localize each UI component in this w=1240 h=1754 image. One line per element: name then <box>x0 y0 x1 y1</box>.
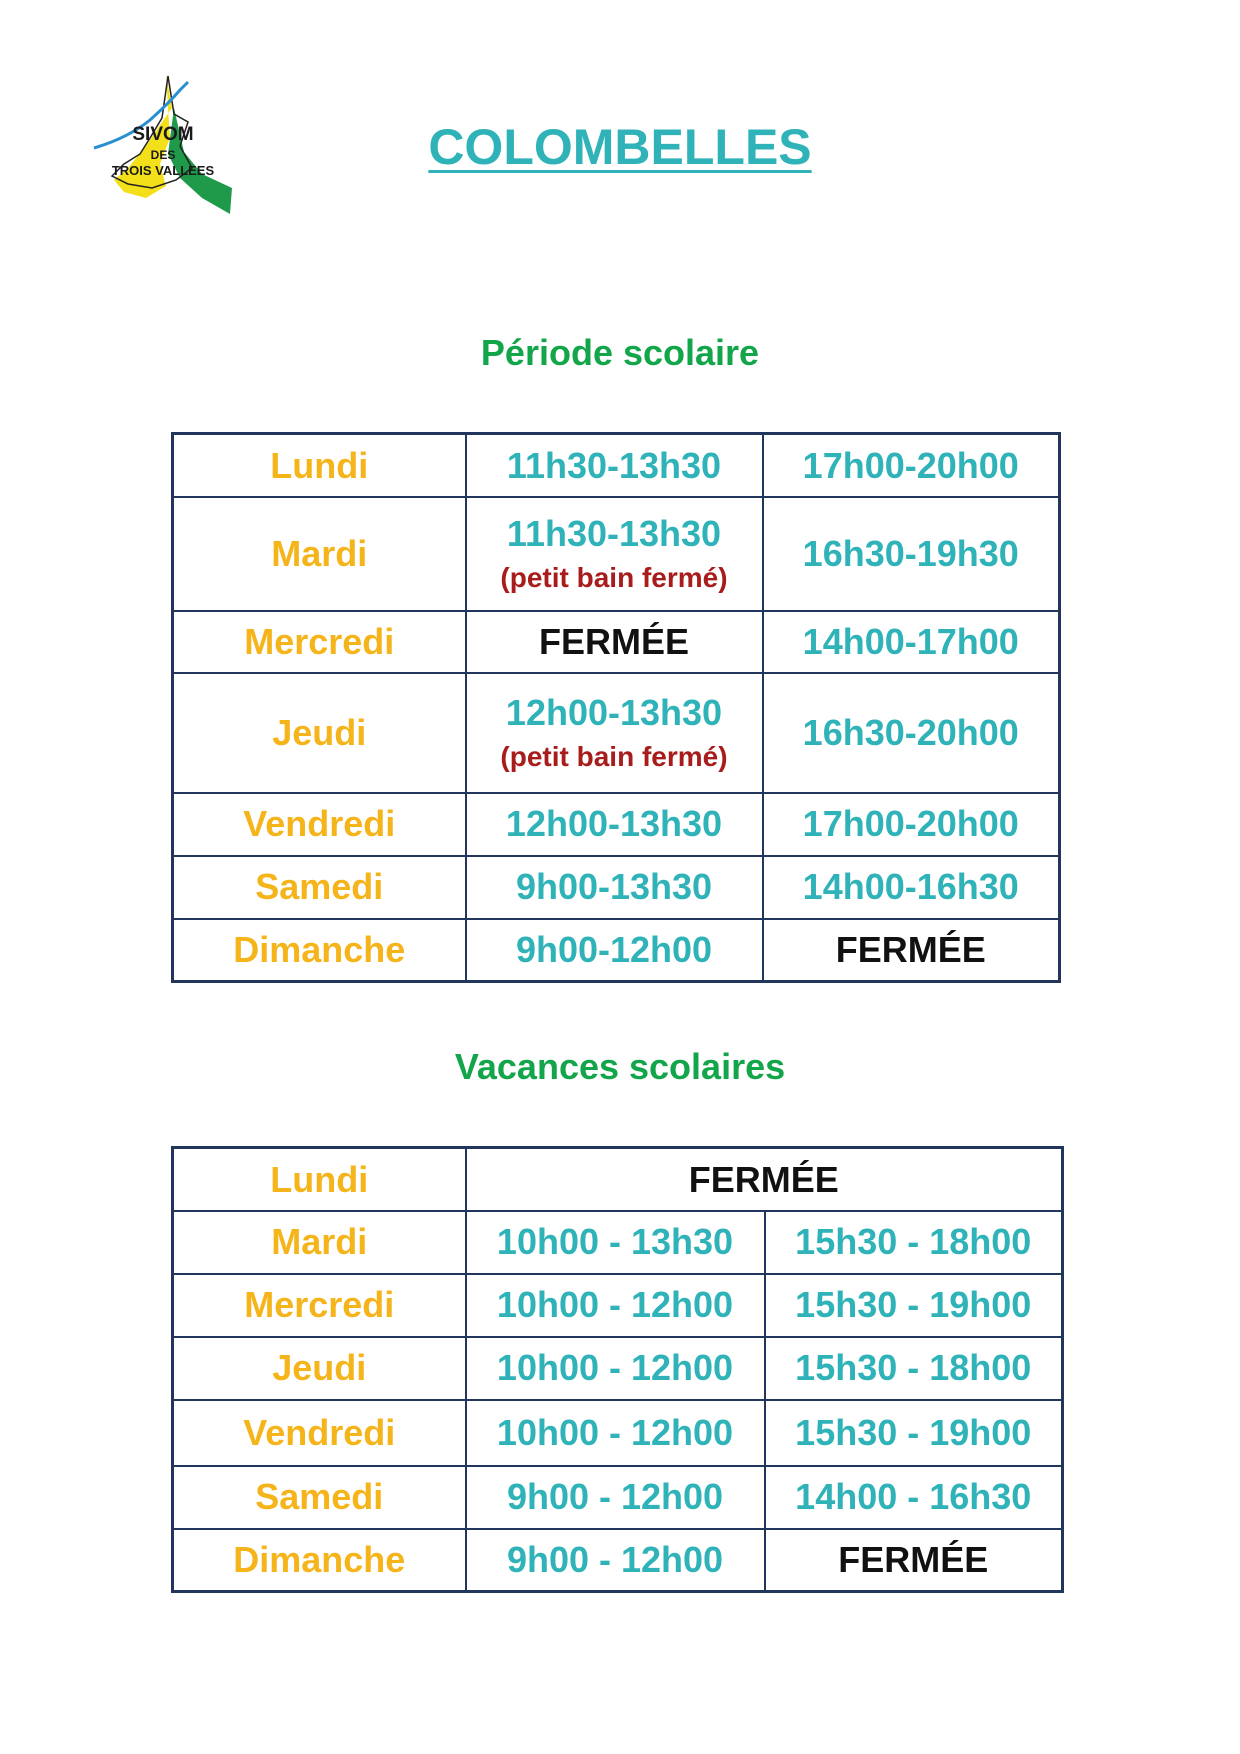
morning-cell: 10h00 - 12h00 <box>466 1274 765 1337</box>
day-cell: Vendredi <box>173 1400 466 1466</box>
holidays-heading: Vacances scolaires <box>454 1046 786 1087</box>
table-row <box>173 919 1060 982</box>
afternoon-cell: 14h00-17h00 <box>763 611 1060 673</box>
school-period-heading: Période scolaire <box>480 332 760 373</box>
day-cell: Mardi <box>173 497 466 611</box>
afternoon-cell: FERMÉE <box>765 1529 1063 1592</box>
table-row <box>173 1400 1063 1466</box>
afternoon-cell: 14h00 - 16h30 <box>765 1466 1063 1529</box>
table-row <box>173 1529 1063 1592</box>
morning-time: 12h00-13h30 <box>505 691 723 733</box>
day-cell: Samedi <box>173 856 466 919</box>
table-row <box>173 1337 1063 1400</box>
morning-cell: 9h00-13h30 <box>466 856 763 919</box>
closed-cell: FERMÉE <box>466 1148 1063 1211</box>
day-cell: Mercredi <box>173 1274 466 1337</box>
table-row <box>173 611 1060 673</box>
morning-cell: 9h00 - 12h00 <box>466 1529 765 1592</box>
morning-cell: 10h00 - 12h00 <box>466 1337 765 1400</box>
table-row <box>173 1274 1063 1337</box>
afternoon-cell: 17h00-20h00 <box>763 434 1060 497</box>
logo-line3: TROIS VALLEES <box>111 163 215 178</box>
table-row <box>173 497 1060 611</box>
morning-cell: 10h00 - 12h00 <box>466 1400 765 1466</box>
morning-cell: 9h00 - 12h00 <box>466 1466 765 1529</box>
day-cell: Vendredi <box>173 793 466 856</box>
pool-note: (petit bain fermé) <box>500 741 728 773</box>
pool-note: (petit bain fermé) <box>500 562 728 594</box>
table-row <box>173 673 1060 793</box>
table-row <box>173 1211 1063 1274</box>
afternoon-cell: 14h00-16h30 <box>763 856 1060 919</box>
morning-cell: 11h30-13h30 <box>466 434 763 497</box>
logo-line1: SIVOM <box>132 124 194 145</box>
morning-cell <box>466 673 763 793</box>
day-cell: Jeudi <box>173 1337 466 1400</box>
afternoon-cell: 15h30 - 18h00 <box>765 1337 1063 1400</box>
day-cell: Samedi <box>173 1466 466 1529</box>
table-row <box>173 1148 1063 1211</box>
table-row <box>173 793 1060 856</box>
holidays-table <box>171 1146 1064 1593</box>
day-cell: Dimanche <box>173 919 466 982</box>
morning-cell: 12h00-13h30 <box>466 793 763 856</box>
table-row <box>173 856 1060 919</box>
day-cell: Lundi <box>173 434 466 497</box>
day-cell: Mardi <box>173 1211 466 1274</box>
afternoon-cell: FERMÉE <box>763 919 1060 982</box>
afternoon-cell: 15h30 - 19h00 <box>765 1274 1063 1337</box>
afternoon-cell: 16h30-20h00 <box>763 673 1060 793</box>
day-cell: Jeudi <box>173 673 466 793</box>
day-cell: Mercredi <box>173 611 466 673</box>
table-row <box>173 1466 1063 1529</box>
morning-cell: 10h00 - 13h30 <box>466 1211 765 1274</box>
morning-cell <box>466 497 763 611</box>
afternoon-cell: 16h30-19h30 <box>763 497 1060 611</box>
morning-cell: 9h00-12h00 <box>466 919 763 982</box>
afternoon-cell: 15h30 - 19h00 <box>765 1400 1063 1466</box>
page-title: COLOMBELLES <box>428 119 812 175</box>
morning-time: 11h30-13h30 <box>506 512 722 554</box>
afternoon-cell: 17h00-20h00 <box>763 793 1060 856</box>
morning-cell: FERMÉE <box>466 611 763 673</box>
school-period-table <box>171 432 1061 983</box>
afternoon-cell: 15h30 - 18h00 <box>765 1211 1063 1274</box>
table-row <box>173 434 1060 497</box>
day-cell: Lundi <box>173 1148 466 1211</box>
logo-line2: DES <box>150 148 176 162</box>
day-cell: Dimanche <box>173 1529 466 1592</box>
